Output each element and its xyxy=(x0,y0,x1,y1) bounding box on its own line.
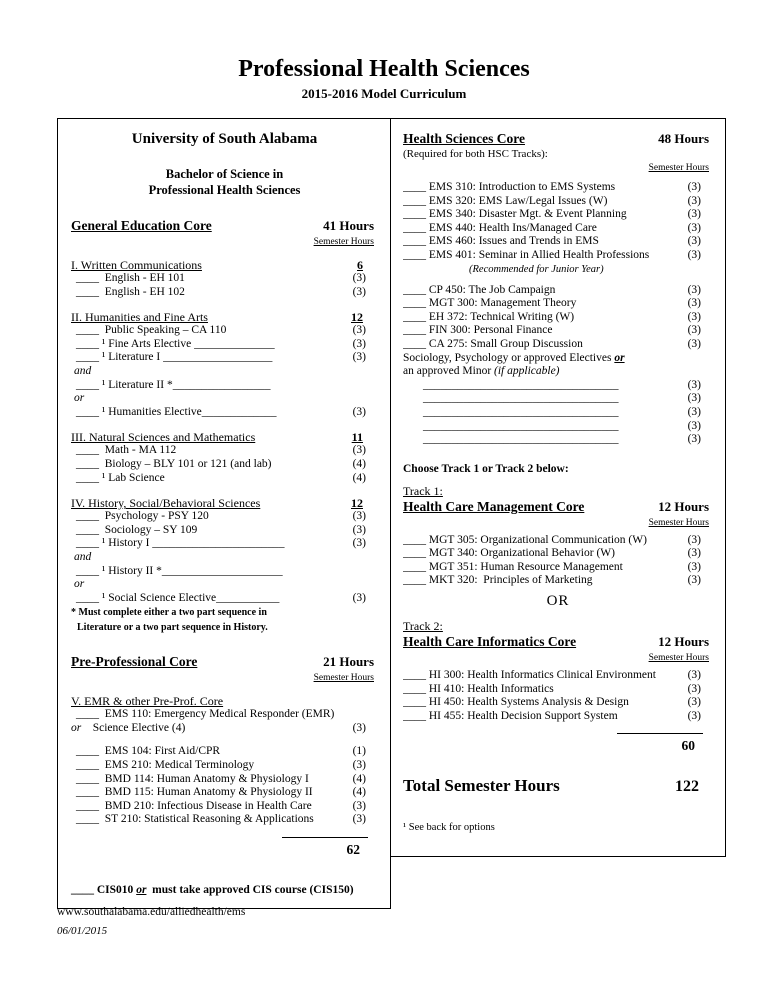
hsc-subnote: (Required for both HSC Tracks): xyxy=(403,148,548,160)
minor-line: an approved Minor (if applicable) xyxy=(403,365,560,378)
course-label: ____ CP 450: The Job Campaign xyxy=(403,283,556,296)
right-column xyxy=(390,118,726,857)
connector-and: and xyxy=(74,550,92,563)
credit-hours: (4) xyxy=(352,786,366,799)
credit-hours: (3) xyxy=(687,433,701,446)
course-row xyxy=(403,235,713,249)
course-label: ____ ¹ Social Science Elective___________ xyxy=(76,591,280,604)
course-row xyxy=(71,708,378,722)
course-label: ____ EMS 320: EMS Law/Legal Issues (W) xyxy=(403,194,608,207)
blank-line: __________________________________ xyxy=(423,405,619,418)
section-humanities-fine-arts xyxy=(71,310,378,324)
course-label: ____ English - EH 102 xyxy=(76,285,185,298)
credit-hours: (3) xyxy=(352,759,366,772)
connector-or: or xyxy=(74,578,85,591)
pre-prof-subtotal-row xyxy=(71,837,378,858)
course-label: ____ ¹ History I _______________________ xyxy=(76,537,285,550)
credit-hours: (3) xyxy=(687,235,701,248)
credit-hours: (3) xyxy=(687,709,701,722)
two-column-layout xyxy=(57,118,768,909)
blank-line: __________________________________ xyxy=(423,392,619,405)
footer-url: www.southalabama.edu/alliedhealth/ems xyxy=(57,906,246,918)
credit-hours xyxy=(348,565,378,579)
or-word: or xyxy=(614,351,625,364)
course-label: ____ HI 410: Health Informatics xyxy=(403,682,554,695)
course-row xyxy=(71,338,378,352)
course-label: ____ EH 372: Technical Writing (W) xyxy=(403,310,575,323)
course-label: ____ HI 300: Health Informatics Clinical Environment xyxy=(403,669,656,682)
gen-ed-heading-row xyxy=(71,218,378,234)
credit-hours: (4) xyxy=(352,772,366,785)
section-title: III. Natural Sciences and Mathematics xyxy=(71,430,256,445)
recommended-note: (Recommended for Junior Year) xyxy=(469,263,604,275)
left-column xyxy=(57,118,391,909)
gen-ed-heading: General Education Core xyxy=(71,218,212,233)
course-label: ____ BMD 115: Human Anatomy & Physiology II xyxy=(76,786,313,799)
course-label: ____ Biology – BLY 101 or 121 (and lab) xyxy=(76,457,272,470)
course-label: ____ ¹ Lab Science xyxy=(76,471,165,484)
credit-hours: (3) xyxy=(687,324,701,337)
page-title: Professional Health Sciences xyxy=(238,56,530,82)
course-label: ____ ¹ Humanities Elective_____________ xyxy=(76,405,277,418)
credit-hours: (3) xyxy=(352,337,366,350)
section-total-hours: 6 xyxy=(357,258,363,272)
footer-date: 06/01/2015 xyxy=(57,925,108,937)
credit-hours: (3) xyxy=(352,510,366,523)
track2-hours: 12 Hours xyxy=(658,634,709,650)
credit-hours: (3) xyxy=(352,272,366,284)
course-row xyxy=(403,696,713,710)
course-row xyxy=(71,406,378,420)
section-title: IV. History, Social/Behavioral Sciences xyxy=(71,496,261,511)
credit-hours: (3) xyxy=(687,696,701,709)
section-history-social-sciences xyxy=(71,496,378,510)
credit-hours: (3) xyxy=(687,682,701,695)
course-label: ____ EMS 440: Health Ins/Managed Care xyxy=(403,221,597,234)
course-label: ____ EMS 110: Emergency Medical Responder (EMR) xyxy=(76,708,335,721)
pre-prof-hours: 21 Hours xyxy=(323,654,374,670)
hsc-heading-row xyxy=(403,131,713,147)
course-label: or Science Elective (4) xyxy=(71,721,186,734)
credit-hours: (3) xyxy=(352,591,366,604)
track1-heading-row xyxy=(403,499,713,515)
credit-hours: (3) xyxy=(687,297,701,310)
credit-hours: (3) xyxy=(687,547,701,560)
course-row xyxy=(403,324,713,338)
course-row xyxy=(71,537,378,551)
credit-hours: (3) xyxy=(687,669,701,682)
course-label: ____ Sociology – SY 109 xyxy=(76,523,198,536)
credit-hours: (3) xyxy=(687,337,701,350)
total-semester-hours-row xyxy=(403,776,713,796)
or-divider: OR xyxy=(546,593,570,610)
gen-ed-hours: 41 Hours xyxy=(323,218,374,233)
course-row xyxy=(71,800,378,814)
section-total-hours: 11 xyxy=(351,430,363,445)
course-label: ____ EMS 310: Introduction to EMS Systems xyxy=(403,181,616,193)
credit-hours: (3) xyxy=(687,181,701,193)
course-label: ____ ¹ Fine Arts Elective ______________ xyxy=(76,337,275,350)
course-row xyxy=(71,759,378,773)
course-row xyxy=(71,444,378,458)
course-label: ____ EMS 340: Disaster Mgt. & Event Planning xyxy=(403,208,627,221)
credit-hours: (4) xyxy=(352,457,366,470)
course-row xyxy=(403,683,713,697)
course-row xyxy=(71,786,378,800)
course-row xyxy=(403,284,713,298)
track1-label: Track 1: xyxy=(403,483,443,498)
credit-hours: (1) xyxy=(352,745,366,758)
elective-blank-row xyxy=(403,420,713,434)
course-row xyxy=(71,524,378,538)
course-label: ____ MGT 340: Organizational Behavior (W) xyxy=(403,547,615,560)
course-row xyxy=(71,472,378,486)
course-row xyxy=(403,249,713,263)
elective-line: Sociology, Psychology or approved Electives or xyxy=(403,351,625,364)
choose-track-note: Choose Track 1 or Track 2 below: xyxy=(403,462,569,475)
course-label: ____ ¹ Literature I ___________________ xyxy=(76,351,273,364)
section-emr-pre-prof xyxy=(71,694,378,708)
course-row xyxy=(403,311,713,325)
course-label: ____ MGT 300: Management Theory xyxy=(403,297,577,310)
credit-hours: (3) xyxy=(352,405,366,418)
credit-hours: (3) xyxy=(687,208,701,221)
credit-hours: (3) xyxy=(687,221,701,234)
credit-hours: (3) xyxy=(687,378,701,391)
degree-title xyxy=(71,166,378,198)
section-title: II. Humanities and Fine Arts xyxy=(71,310,208,325)
course-row xyxy=(71,379,378,393)
credit-hours: (3) xyxy=(687,533,701,546)
hsc-heading: Health Sciences Core xyxy=(403,131,525,146)
elective-blank-row xyxy=(403,433,713,447)
semester-hours-label: Semester Hours xyxy=(648,653,709,664)
pre-prof-heading-row xyxy=(71,654,378,670)
track2-heading-row xyxy=(403,634,713,650)
course-row xyxy=(403,574,713,588)
course-label: ____ FIN 300: Personal Finance xyxy=(403,324,553,337)
course-label: ____ HI 455: Health Decision Support System xyxy=(403,709,618,722)
semester-hours-label: Semester Hours xyxy=(648,517,709,528)
credit-hours: (3) xyxy=(352,721,366,734)
section-total-hours: 12 xyxy=(351,496,363,511)
pre-prof-heading: Pre-Professional Core xyxy=(71,654,198,670)
semester-hours-label: Semester Hours xyxy=(648,163,709,173)
total-label: Total Semester Hours xyxy=(403,776,560,796)
course-label: ____ BMD 114: Human Anatomy & Physiology I xyxy=(76,772,309,785)
course-row xyxy=(403,669,713,683)
course-label: ____ ¹ History II *_____________________ xyxy=(76,564,283,577)
track1-hours: 12 Hours xyxy=(658,498,709,514)
course-label: ____ Public Speaking – CA 110 xyxy=(76,324,227,337)
pre-prof-subtotal: 62 xyxy=(282,837,368,858)
blank-line: __________________________________ xyxy=(423,419,619,432)
tracks-subtotal-row xyxy=(403,733,713,754)
section-title: V. EMR & other Pre-Prof. Core xyxy=(71,694,224,709)
credit-hours: (4) xyxy=(352,471,366,484)
course-row xyxy=(403,195,713,209)
elective-blank-row xyxy=(403,392,713,406)
course-label: ____ ¹ Literature II *_________________ xyxy=(76,378,271,391)
university-name: University of South Alabama xyxy=(131,131,318,147)
credit-hours: (3) xyxy=(352,537,366,550)
course-label: ____ ST 210: Statistical Reasoning & Applications xyxy=(76,813,314,826)
course-row-or-science xyxy=(71,722,378,736)
course-row xyxy=(71,286,378,300)
credit-hours: (3) xyxy=(352,444,366,457)
track2-label: Track 2: xyxy=(403,619,443,634)
course-row xyxy=(71,458,378,472)
course-label: ____ English - EH 101 xyxy=(76,272,185,284)
sequence-note-line1: * Must complete either a two part sequence in xyxy=(71,607,267,619)
credit-hours: (3) xyxy=(352,813,366,826)
credit-hours: (3) xyxy=(352,351,366,364)
page-subtitle: 2015-2016 Model Curriculum xyxy=(301,86,467,101)
see-back-footnote: ¹ See back for options xyxy=(403,822,495,834)
sequence-note-line2: Literature or a two part sequence in History. xyxy=(77,621,268,633)
credit-hours: (3) xyxy=(352,324,366,337)
course-label: ____ Math - MA 112 xyxy=(76,444,177,457)
course-row xyxy=(71,324,378,338)
credit-hours: (3) xyxy=(687,310,701,323)
elective-blank-row xyxy=(403,379,713,393)
course-row xyxy=(71,510,378,524)
course-row xyxy=(403,181,713,195)
course-label: ____ BMD 210: Infectious Disease in Health Care xyxy=(76,799,312,812)
course-label: ____ HI 450: Health Systems Analysis & Design xyxy=(403,696,629,709)
track1-heading: Health Care Management Core xyxy=(403,498,585,514)
total-value: 122 xyxy=(675,778,699,796)
blank-line: __________________________________ xyxy=(423,433,619,446)
course-label: ____ Psychology - PSY 120 xyxy=(76,510,209,523)
credit-hours: (3) xyxy=(687,392,701,405)
course-row xyxy=(403,208,713,222)
elective-blank-row xyxy=(403,406,713,420)
course-row xyxy=(71,592,378,606)
course-row xyxy=(71,272,378,286)
course-row xyxy=(71,773,378,787)
section-total-hours: 12 xyxy=(351,310,363,325)
course-row xyxy=(71,351,378,365)
course-row xyxy=(403,297,713,311)
cis-requirement-note: ____ CIS010 or must take approved CIS course (CIS150) xyxy=(71,884,354,897)
course-row xyxy=(71,745,378,759)
credit-hours: (3) xyxy=(687,560,701,573)
course-label: ____ EMS 460: Issues and Trends in EMS xyxy=(403,235,599,248)
course-row xyxy=(403,222,713,236)
credit-hours: (3) xyxy=(687,419,701,432)
course-label: ____ MGT 351: Human Resource Management xyxy=(403,560,623,573)
credit-hours: (3) xyxy=(352,523,366,536)
credit-hours: (3) xyxy=(687,194,701,207)
degree-line1: Bachelor of Science in xyxy=(165,167,284,181)
course-row xyxy=(403,338,713,352)
credit-hours: (3) xyxy=(687,283,701,296)
credit-hours: (3) xyxy=(687,248,701,261)
course-row xyxy=(403,710,713,724)
course-label: ____ EMS 210: Medical Terminology xyxy=(76,759,255,772)
section-written-communications xyxy=(71,258,378,272)
course-label: ____ EMS 104: First Aid/CPR xyxy=(76,745,221,758)
course-row xyxy=(403,534,713,548)
blank-line: __________________________________ xyxy=(423,378,619,391)
course-label: ____ MKT 320: Principles of Marketing xyxy=(403,574,593,587)
credit-hours: (3) xyxy=(687,574,701,587)
course-label: ____ CA 275: Small Group Discussion xyxy=(403,337,583,350)
or-word: or xyxy=(136,884,147,897)
course-row xyxy=(71,813,378,827)
credit-hours xyxy=(348,379,378,393)
degree-line2: Professional Health Sciences xyxy=(148,183,301,197)
course-row xyxy=(403,547,713,561)
or-word: or xyxy=(71,721,82,734)
course-row xyxy=(403,561,713,575)
credit-hours: (3) xyxy=(352,799,366,812)
course-label: ____ EMS 401: Seminar in Allied Health Professions xyxy=(403,248,650,261)
semester-hours-label: Semester Hours xyxy=(313,237,374,247)
hsc-hours: 48 Hours xyxy=(658,131,709,146)
credit-hours: (3) xyxy=(687,405,701,418)
connector-and: and xyxy=(74,364,92,377)
course-row xyxy=(71,565,378,579)
connector-or: or xyxy=(74,392,85,405)
section-natural-sciences-math xyxy=(71,430,378,444)
tracks-subtotal: 60 xyxy=(617,733,703,754)
track2-heading: Health Care Informatics Core xyxy=(403,634,577,650)
section-title: I. Written Communications xyxy=(71,258,202,272)
course-label: ____ MGT 305: Organizational Communication (W) xyxy=(403,533,647,546)
credit-hours: (3) xyxy=(352,285,366,298)
semester-hours-label: Semester Hours xyxy=(313,673,374,684)
